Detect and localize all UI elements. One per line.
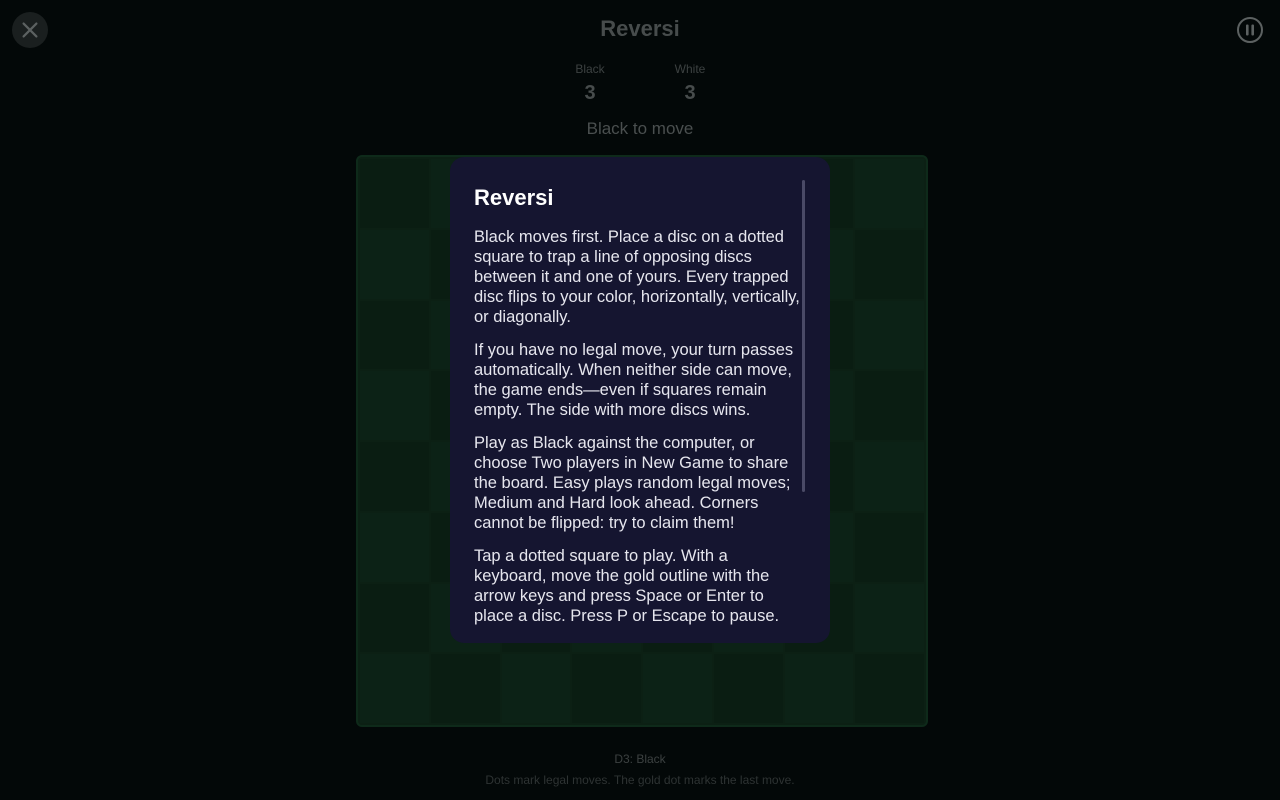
dialog-title: Reversi — [474, 185, 554, 210]
board-cell[interactable] — [855, 442, 924, 511]
rules-paragraph: Black moves first. Place a disc on a dotted square to trap a line of opposing discs between it and one of yours. Every trapped disc flips to your color, horizontally, vertically, or diagonally. — [474, 228, 800, 326]
board-cell[interactable] — [855, 584, 924, 653]
score-white — [650, 62, 730, 105]
board-cell[interactable] — [431, 654, 500, 723]
board-cell[interactable] — [360, 654, 429, 723]
last-move-text: D3: Black — [614, 752, 666, 766]
score-black — [550, 62, 630, 105]
score-value: 3 — [684, 82, 696, 104]
board-cell[interactable] — [643, 654, 712, 723]
board-cell[interactable] — [360, 159, 429, 228]
board-cell[interactable] — [360, 371, 429, 440]
score-value: 3 — [584, 82, 596, 104]
board-cell[interactable] — [572, 654, 641, 723]
board-cell[interactable] — [360, 513, 429, 582]
board-cell[interactable] — [855, 654, 924, 723]
turn-status: Black to move — [586, 119, 694, 138]
board-cell[interactable] — [855, 371, 924, 440]
game-title: Reversi — [600, 16, 680, 41]
rules-paragraph: Play as Black against the computer, or choose Two players in New Game to share the board. Easy plays random legal moves; Medium and Hard look ahead. Corners cannot be flipped: try to claim them! — [474, 434, 791, 532]
rules-dialog — [450, 157, 830, 643]
rules-paragraph: If you have no legal move, your turn passes automatically. When neither side can move, the game ends—even if squares remain empty. The side with more discs wins. — [474, 341, 794, 419]
score-label: White — [674, 62, 706, 76]
dialog-body — [474, 227, 802, 626]
board-cell[interactable] — [714, 654, 783, 723]
dialog-scrollbar[interactable] — [802, 180, 805, 492]
board-cell[interactable] — [855, 513, 924, 582]
rules-paragraph: Tap a dotted square to play. With a keyboard, move the gold outline with the arrow keys and press Space or Enter to place a disc. Press P or Escape to pause. — [474, 547, 780, 625]
board-cell[interactable] — [855, 159, 924, 228]
score-label: Black — [575, 62, 605, 76]
board-cell[interactable] — [502, 654, 571, 723]
board-cell[interactable] — [855, 230, 924, 299]
board-cell[interactable] — [785, 654, 854, 723]
board-cell[interactable] — [360, 230, 429, 299]
board-cell[interactable] — [360, 301, 429, 370]
hint-text: Dots mark legal moves. The gold dot marks the last move. — [485, 773, 795, 787]
board-cell[interactable] — [360, 584, 429, 653]
board-cell[interactable] — [855, 301, 924, 370]
board-cell[interactable] — [360, 442, 429, 511]
